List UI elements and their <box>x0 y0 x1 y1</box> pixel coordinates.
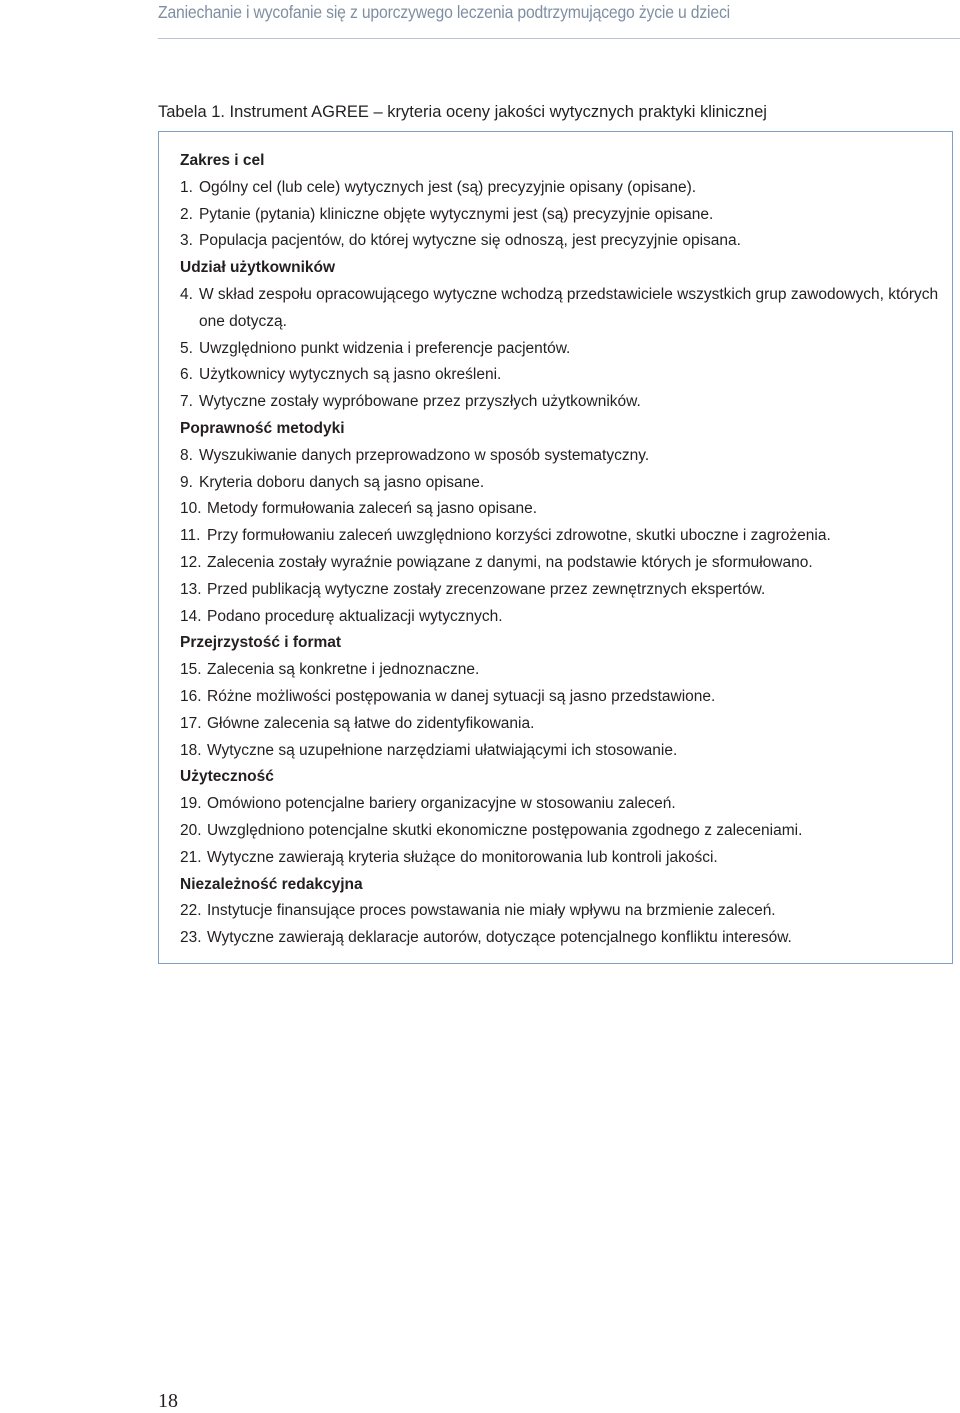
table-caption: Tabela 1. Instrument AGREE – kryteria oceny jakości wytycznych praktyki klinicznej <box>158 103 767 121</box>
criterion-number: 6. <box>180 366 193 384</box>
criterion-text: Uwzględniono potencjalne skutki ekonomiczne postępowania zgodnego z zaleceniami. <box>207 821 803 839</box>
criterion-number: 20. <box>180 821 202 839</box>
criterion-item <box>180 496 950 523</box>
criterion-text: Ogólny cel (lub cele) wytycznych jest (są) precyzyjnie opisany (opisane). <box>199 178 697 196</box>
criterion-text: Przed publikacją wytyczne zostały zrecenzowane przez zewnętrznych ekspertów. <box>207 580 766 598</box>
criterion-number: 18. <box>180 741 202 759</box>
criterion-number: 14. <box>180 607 202 625</box>
criteria-table <box>158 131 953 964</box>
criterion-number: 22. <box>180 902 202 920</box>
criterion-number: 10. <box>180 500 202 518</box>
criterion-number: 11. <box>180 527 201 545</box>
criterion-item <box>180 657 950 684</box>
criterion-item <box>180 202 950 229</box>
criterion-text: Metody formułowania zaleceń są jasno opisane. <box>207 500 537 518</box>
criterion-number: 2. <box>180 205 193 223</box>
section-title: Użyteczność <box>180 768 274 786</box>
criterion-text: Użytkownicy wytycznych są jasno określeni. <box>199 366 502 384</box>
criterion-number: 4. <box>180 285 193 303</box>
criterion-text: Podano procedurę aktualizacji wytycznych. <box>207 607 503 625</box>
criterion-text: Przy formułowaniu zaleceń uwzględniono korzyści zdrowotne, skutki uboczne i zagrożenia. <box>207 527 831 545</box>
criterion-item <box>180 470 950 497</box>
criterion-item <box>180 443 950 470</box>
criterion-number: 3. <box>180 232 193 250</box>
criterion-number: 17. <box>180 714 202 732</box>
criterion-item <box>180 925 950 952</box>
criterion-item <box>180 577 950 604</box>
section-title: Poprawność metodyki <box>180 419 345 437</box>
criterion-text: Pytanie (pytania) kliniczne objęte wytycznymi jest (są) precyzyjnie opisane. <box>199 205 714 223</box>
criterion-text: Wyszukiwanie danych przeprowadzono w sposób systematyczny. <box>199 446 650 464</box>
criterion-text: Omówiono potencjalne bariery organizacyjne w stosowaniu zaleceń. <box>207 795 676 813</box>
criterion-number: 15. <box>180 661 202 679</box>
criterion-text: Różne możliwości postępowania w danej sytuacji są jasno przedstawione. <box>207 687 716 705</box>
criterion-text: Główne zalecenia są łatwe do zidentyfikowania. <box>207 714 535 732</box>
criterion-item <box>180 523 950 550</box>
criterion-item <box>180 362 950 389</box>
criterion-item <box>180 336 950 363</box>
criterion-number: 16. <box>180 687 202 705</box>
criterion-number: 1. <box>180 178 193 196</box>
criterion-text: Zalecenia są konkretne i jednoznaczne. <box>207 661 480 679</box>
criterion-text: Zalecenia zostały wyraźnie powiązane z danymi, na podstawie których je sformułowano. <box>207 553 813 571</box>
criterion-item <box>180 389 950 416</box>
criterion-item <box>180 791 950 818</box>
criterion-text: W skład zespołu opracowującego wytyczne wchodzą przedstawiciele wszystkich grup zawodowych, których one dotyczą. <box>199 285 939 330</box>
criterion-number: 9. <box>180 473 193 491</box>
section-title: Zakres i cel <box>180 152 265 169</box>
criterion-item <box>180 818 950 845</box>
page-number: 18 <box>158 1390 178 1412</box>
running-header: Zaniechanie i wycofanie się z uporczywego leczenia podtrzymującego życie u dzieci <box>158 2 730 22</box>
criterion-item <box>180 711 950 738</box>
criterion-item <box>180 228 950 255</box>
criterion-item <box>180 550 950 577</box>
criterion-text: Wytyczne zawierają deklaracje autorów, dotyczące potencjalnego konfliktu interesów. <box>207 929 792 947</box>
criterion-text: Uwzględniono punkt widzenia i preferencje pacjentów. <box>199 339 571 357</box>
criterion-text: Wytyczne zostały wypróbowane przez przyszłych użytkowników. <box>199 393 641 411</box>
criterion-number: 13. <box>180 580 202 598</box>
criterion-number: 8. <box>180 446 193 464</box>
section-title: Przejrzystość i format <box>180 634 342 652</box>
criterion-item <box>180 604 950 631</box>
section-title: Udział użytkowników <box>180 259 336 277</box>
criteria-list <box>180 148 950 952</box>
criterion-number: 23. <box>180 929 202 947</box>
criterion-item <box>180 738 950 765</box>
criterion-number: 19. <box>180 795 202 813</box>
criterion-item <box>180 282 950 336</box>
header-rule <box>158 38 960 39</box>
criterion-text: Instytucje finansujące proces powstawania nie miały wpływu na brzmienie zaleceń. <box>207 902 776 920</box>
criterion-number: 7. <box>180 393 193 411</box>
criterion-text: Wytyczne są uzupełnione narzędziami ułatwiającymi ich stosowanie. <box>207 741 678 759</box>
criterion-text: Wytyczne zawierają kryteria służące do monitorowania lub kontroli jakości. <box>207 848 718 866</box>
criterion-text: Populacja pacjentów, do której wytyczne się odnoszą, jest precyzyjnie opisana. <box>199 232 741 250</box>
criterion-item <box>180 898 950 925</box>
section-title: Niezależność redakcyjna <box>180 875 363 893</box>
criterion-item <box>180 845 950 872</box>
criterion-number: 21. <box>180 848 202 866</box>
criterion-text: Kryteria doboru danych są jasno opisane. <box>199 473 485 491</box>
criterion-item <box>180 684 950 711</box>
criterion-item <box>180 175 950 202</box>
criterion-number: 12. <box>180 553 202 571</box>
criterion-number: 5. <box>180 339 193 357</box>
